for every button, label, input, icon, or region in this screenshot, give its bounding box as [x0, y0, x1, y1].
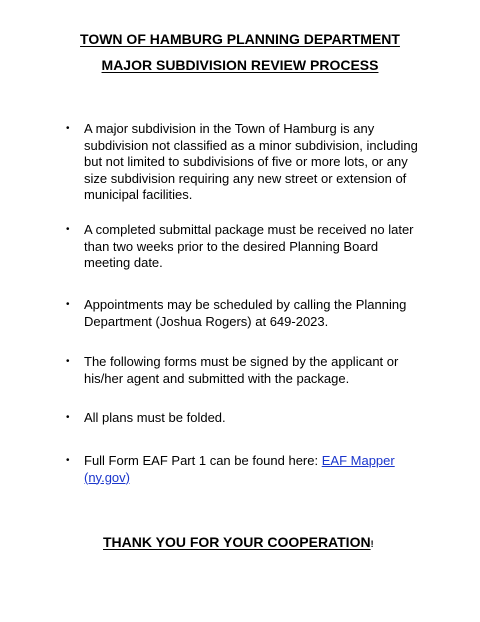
bullet-text: A major subdivision in the Town of Hamburg is any subdivision not classified as a minor subdivision, including but not limited to subdivisions of five or more lots, or any size subdivision requiring any new street or extension of municipal facilities. [84, 121, 418, 202]
bullet-text: All plans must be folded. [84, 410, 226, 425]
document-subtitle [0, 57, 480, 73]
bullet-marker: • [66, 412, 70, 423]
bullet-marker: • [66, 123, 70, 134]
bullet-marker: • [66, 224, 70, 235]
bullet-marker: • [66, 356, 70, 367]
document-title [0, 31, 480, 47]
eaf-mapper-link[interactable]: EAF Mapper (ny.gov) [84, 453, 395, 485]
bullet-text: Appointments may be scheduled by calling the Planning Department (Joshua Rogers) at 649-2023. [84, 297, 407, 329]
bullet-text: Full Form EAF Part 1 can be found here: [84, 453, 322, 468]
bullet-marker: • [66, 299, 70, 310]
closing-message-text: THANK YOU FOR YOUR COOPERATION [103, 534, 371, 550]
closing-message-tail: ! [370, 539, 374, 549]
bullet-marker: • [66, 455, 70, 466]
document-subtitle-text: MAJOR SUBDIVISION REVIEW PROCESS [101, 57, 379, 73]
bullet-text: A completed submittal package must be received no later than two weeks prior to the desired Planning Board meeting date. [84, 222, 414, 270]
bullet-text: The following forms must be signed by the applicant or his/her agent and submitted with the package. [84, 354, 399, 386]
bullet-text-container [84, 453, 422, 486]
closing-message [103, 534, 374, 552]
document-title-text: TOWN OF HAMBURG PLANNING DEPARTMENT [80, 31, 400, 47]
